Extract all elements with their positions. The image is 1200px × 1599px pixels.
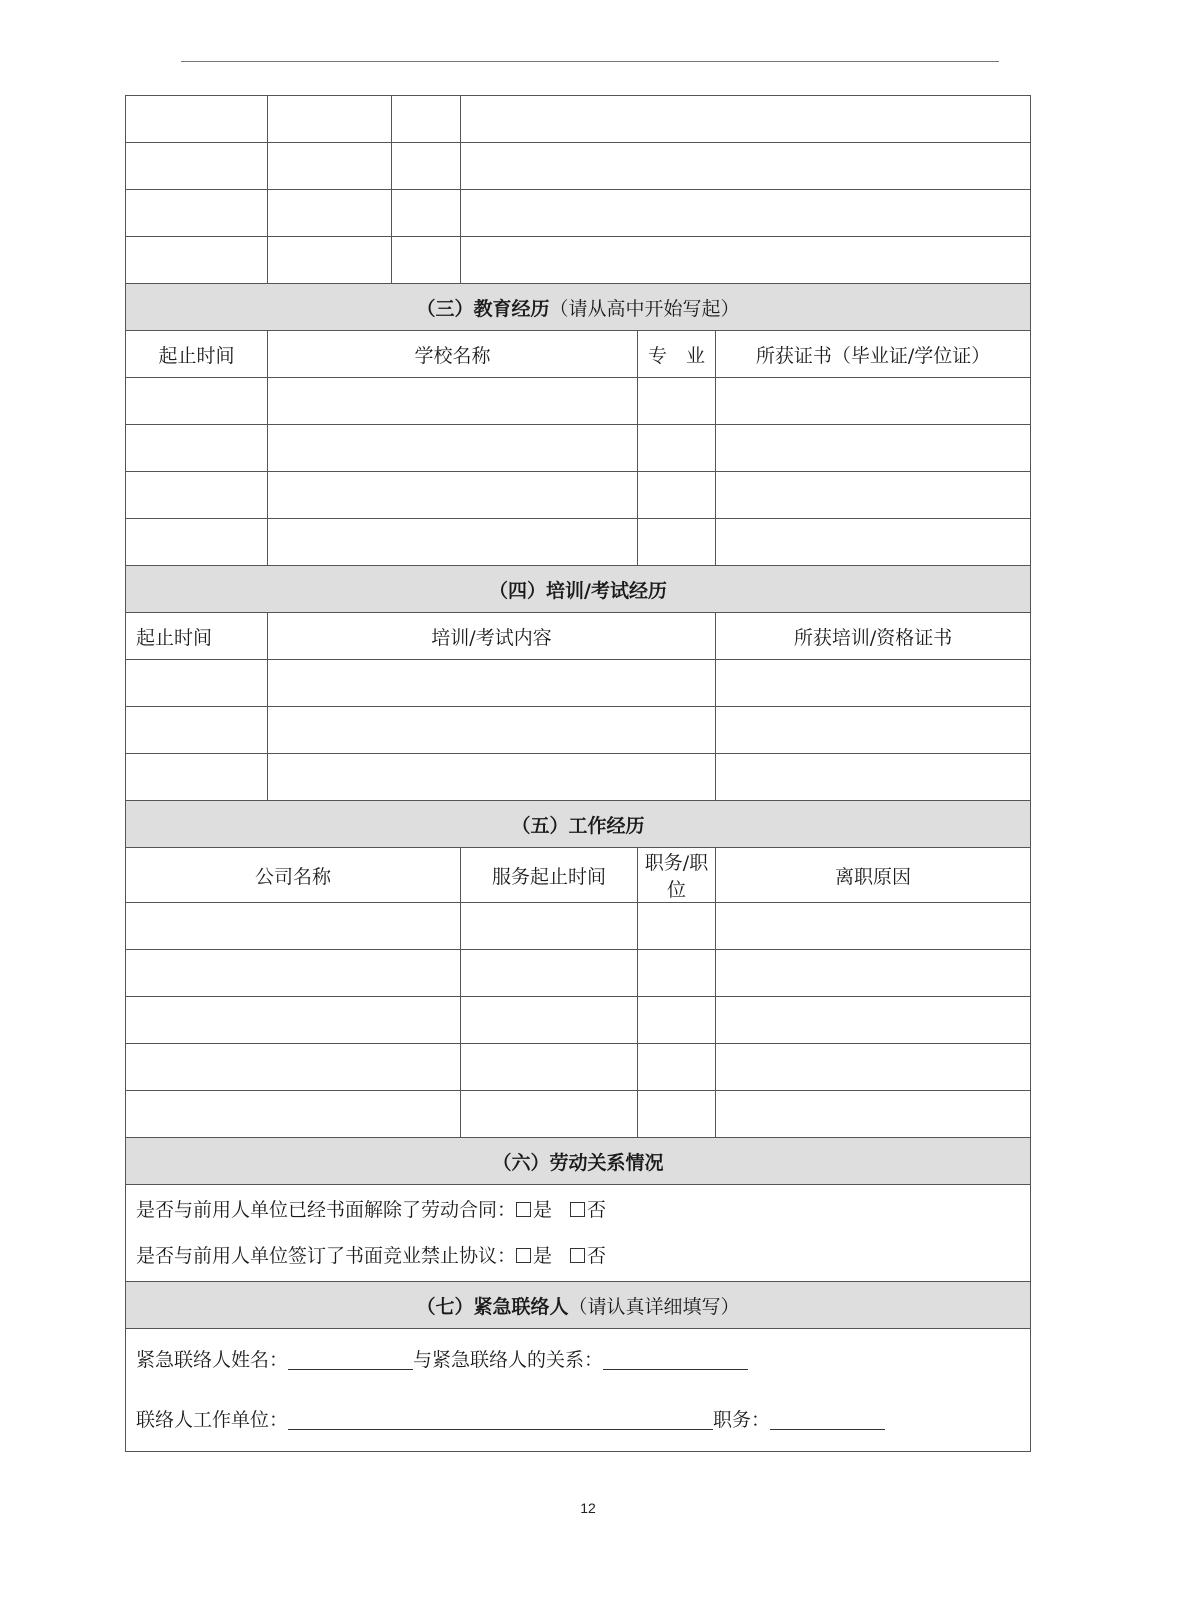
table-row bbox=[126, 143, 1031, 190]
table-cell[interactable] bbox=[461, 143, 1031, 190]
education-row bbox=[126, 472, 1031, 519]
table-cell[interactable] bbox=[392, 96, 461, 143]
table-cell[interactable] bbox=[392, 237, 461, 284]
training-row bbox=[126, 754, 1031, 801]
training-row bbox=[126, 707, 1031, 754]
emergency-position-field[interactable] bbox=[770, 1409, 885, 1430]
field-label: 紧急联络人姓名： bbox=[136, 1349, 289, 1371]
table-cell[interactable] bbox=[461, 950, 638, 997]
table-cell[interactable] bbox=[268, 190, 392, 237]
checkbox[interactable] bbox=[516, 1202, 531, 1217]
table-cell[interactable] bbox=[716, 378, 1031, 425]
table-cell[interactable] bbox=[268, 754, 716, 801]
column-header: 专 业 bbox=[638, 331, 716, 378]
work-row bbox=[126, 997, 1031, 1044]
option-no-label: 否 bbox=[587, 1245, 607, 1267]
table-row bbox=[126, 190, 1031, 237]
table-cell[interactable] bbox=[126, 950, 461, 997]
work-row bbox=[126, 903, 1031, 950]
education-row bbox=[126, 425, 1031, 472]
table-cell[interactable] bbox=[392, 190, 461, 237]
column-header: 所获培训/资格证书 bbox=[716, 613, 1031, 660]
emergency-employer-line bbox=[136, 1390, 1020, 1450]
page-number: 12 bbox=[580, 1500, 596, 1516]
table-cell[interactable] bbox=[461, 903, 638, 950]
table-cell[interactable] bbox=[268, 96, 392, 143]
table-cell[interactable] bbox=[126, 96, 268, 143]
table-cell[interactable] bbox=[638, 1091, 716, 1138]
field-label: 与紧急联络人的关系： bbox=[413, 1349, 604, 1371]
work-row bbox=[126, 1091, 1031, 1138]
training-title: （四）培训/考试经历 bbox=[126, 566, 1031, 613]
work-row bbox=[126, 1044, 1031, 1091]
table-cell[interactable] bbox=[268, 707, 716, 754]
header-rule bbox=[181, 61, 999, 62]
table-cell[interactable] bbox=[716, 707, 1031, 754]
table-cell[interactable] bbox=[716, 1044, 1031, 1091]
emergency-name-field[interactable] bbox=[288, 1349, 413, 1370]
labor-title: （六）劳动关系情况 bbox=[126, 1138, 1031, 1185]
table-cell[interactable] bbox=[461, 96, 1031, 143]
table-cell[interactable] bbox=[638, 1044, 716, 1091]
question-text: 是否与前用人单位签订了书面竞业禁止协议： bbox=[136, 1245, 517, 1267]
checkbox[interactable] bbox=[570, 1248, 585, 1263]
table-cell[interactable] bbox=[638, 425, 716, 472]
column-header: 起止时间 bbox=[126, 331, 268, 378]
training-row bbox=[126, 660, 1031, 707]
table-cell[interactable] bbox=[716, 754, 1031, 801]
education-section-header bbox=[126, 284, 1031, 331]
emergency-relation-field[interactable] bbox=[603, 1349, 748, 1370]
column-header: 公司名称 bbox=[126, 848, 461, 903]
field-label: 联络人工作单位： bbox=[136, 1409, 289, 1431]
column-header: 职务/职位 bbox=[638, 848, 716, 903]
table-cell[interactable] bbox=[126, 997, 461, 1044]
work-row bbox=[126, 950, 1031, 997]
table-cell[interactable] bbox=[716, 519, 1031, 566]
table-cell[interactable] bbox=[268, 143, 392, 190]
table-cell[interactable] bbox=[716, 903, 1031, 950]
checkbox[interactable] bbox=[516, 1248, 531, 1263]
option-yes-label: 是 bbox=[533, 1245, 553, 1267]
table-cell[interactable] bbox=[126, 519, 268, 566]
table-cell[interactable] bbox=[268, 472, 638, 519]
labor-section-header bbox=[126, 1138, 1031, 1185]
table-cell[interactable] bbox=[126, 143, 268, 190]
question-text: 是否与前用人单位已经书面解除了劳动合同： bbox=[136, 1199, 517, 1221]
table-cell[interactable] bbox=[716, 425, 1031, 472]
training-header-row bbox=[126, 613, 1031, 660]
work-header-row bbox=[126, 848, 1031, 903]
labor-questions-row bbox=[126, 1185, 1031, 1282]
table-cell[interactable] bbox=[126, 1091, 461, 1138]
table-cell[interactable] bbox=[126, 754, 268, 801]
option-yes-label: 是 bbox=[533, 1199, 553, 1221]
table-cell[interactable] bbox=[638, 378, 716, 425]
table-cell[interactable] bbox=[716, 660, 1031, 707]
table-cell[interactable] bbox=[126, 903, 461, 950]
table-cell[interactable] bbox=[268, 378, 638, 425]
table-cell[interactable] bbox=[268, 237, 392, 284]
table-cell[interactable] bbox=[638, 472, 716, 519]
work-section-header bbox=[126, 801, 1031, 848]
education-title: （三）教育经历 bbox=[416, 297, 550, 320]
table-cell[interactable] bbox=[716, 1091, 1031, 1138]
emergency-name-line bbox=[136, 1330, 1020, 1390]
table-cell[interactable] bbox=[638, 903, 716, 950]
table-row bbox=[126, 96, 1031, 143]
checkbox[interactable] bbox=[570, 1202, 585, 1217]
table-cell[interactable] bbox=[126, 660, 268, 707]
table-cell[interactable] bbox=[126, 237, 268, 284]
table-cell[interactable] bbox=[638, 519, 716, 566]
table-cell[interactable] bbox=[268, 660, 716, 707]
table-cell[interactable] bbox=[461, 1091, 638, 1138]
column-header: 培训/考试内容 bbox=[268, 613, 716, 660]
training-section-header bbox=[126, 566, 1031, 613]
table-cell[interactable] bbox=[716, 997, 1031, 1044]
column-header: 所获证书（毕业证/学位证） bbox=[716, 331, 1031, 378]
column-header: 离职原因 bbox=[716, 848, 1031, 903]
non-compete-question bbox=[136, 1233, 1020, 1279]
table-cell[interactable] bbox=[461, 1044, 638, 1091]
emergency-fields-row bbox=[126, 1329, 1031, 1452]
table-cell[interactable] bbox=[716, 950, 1031, 997]
table-cell[interactable] bbox=[638, 950, 716, 997]
table-cell[interactable] bbox=[638, 997, 716, 1044]
table-cell[interactable] bbox=[268, 425, 638, 472]
column-header: 学校名称 bbox=[268, 331, 638, 378]
column-header: 服务起止时间 bbox=[461, 848, 638, 903]
field-label: 职务： bbox=[713, 1409, 771, 1431]
emergency-employer-field[interactable] bbox=[288, 1409, 713, 1430]
table-cell[interactable] bbox=[268, 519, 638, 566]
emergency-title: （七）紧急联络人 bbox=[416, 1295, 569, 1318]
table-cell[interactable] bbox=[126, 707, 268, 754]
table-cell[interactable] bbox=[461, 997, 638, 1044]
table-cell[interactable] bbox=[392, 143, 461, 190]
emergency-note: （请认真详细填写） bbox=[568, 1295, 740, 1318]
column-header: 起止时间 bbox=[126, 613, 268, 660]
table-row bbox=[126, 237, 1031, 284]
option-no-label: 否 bbox=[587, 1199, 607, 1221]
contract-termination-question bbox=[136, 1187, 1020, 1233]
work-title: （五）工作经历 bbox=[126, 801, 1031, 848]
education-row bbox=[126, 378, 1031, 425]
table-cell[interactable] bbox=[716, 472, 1031, 519]
table-cell[interactable] bbox=[461, 237, 1031, 284]
table-cell[interactable] bbox=[126, 1044, 461, 1091]
table-cell[interactable] bbox=[126, 190, 268, 237]
table-cell[interactable] bbox=[126, 472, 268, 519]
education-row bbox=[126, 519, 1031, 566]
table-cell[interactable] bbox=[461, 190, 1031, 237]
table-cell[interactable] bbox=[126, 425, 268, 472]
education-note: （请从高中开始写起） bbox=[549, 297, 740, 320]
emergency-section-header bbox=[126, 1282, 1031, 1329]
table-cell[interactable] bbox=[126, 378, 268, 425]
application-form-table bbox=[125, 95, 1031, 1452]
education-header-row bbox=[126, 331, 1031, 378]
